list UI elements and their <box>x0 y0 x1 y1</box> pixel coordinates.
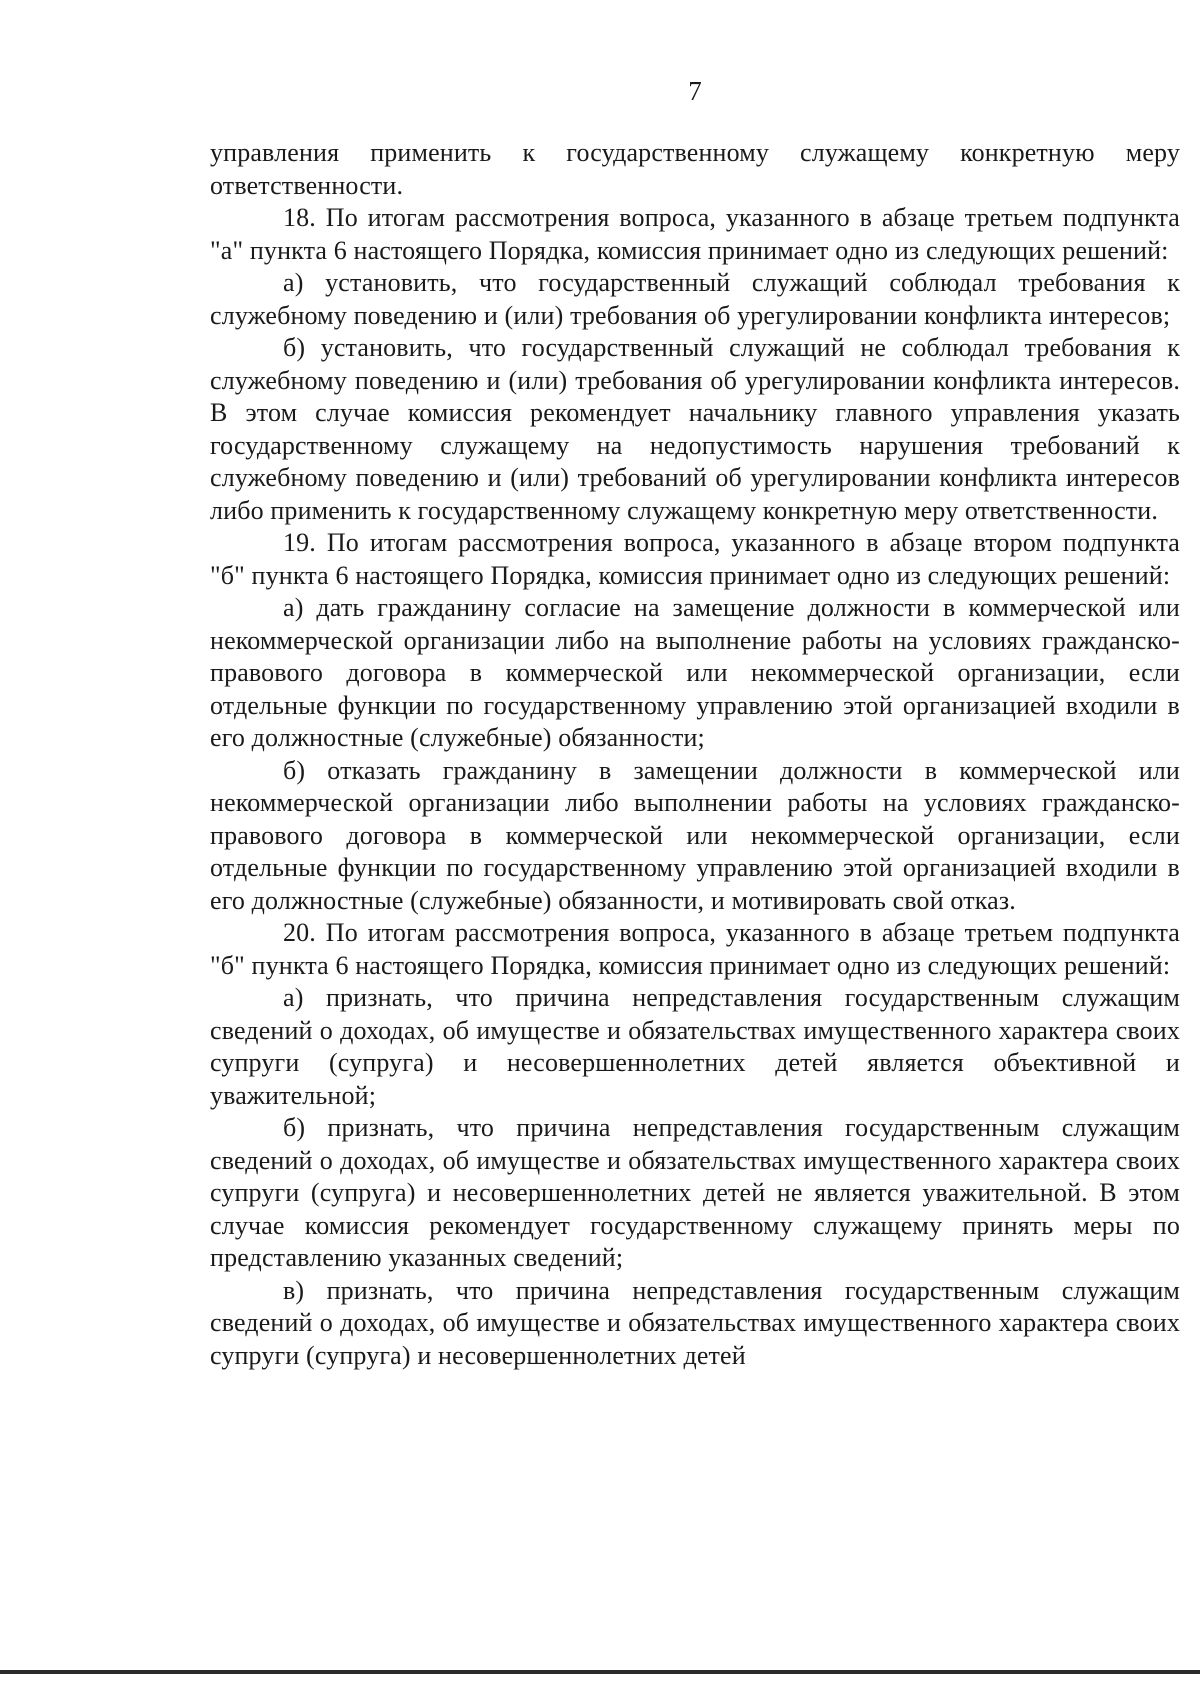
paragraph-item-20-v: в) признать, что причина непредставления государственным служащим сведений о доходах, об имуществе и обязательствах имущественного характера своих супруги (супруга) и несовершеннолетних детей <box>210 1275 1180 1370</box>
document-body <box>210 137 1180 1372</box>
paragraph-item-18-b: б) установить, что государственный служащий не соблюдал требования к служебному поведению и (или) требования об урегулировании конфликта интересов. В этом случае комиссия рекомендует начальнику главного управления указать государственному служащему на недопустимость нарушения требований к служебному поведению и (или) требований об урегулировании конфликта интересов либо применить к государственному служащему конкретную меру ответственности. <box>210 333 1180 525</box>
paragraph-item-19-a: а) дать гражданину согласие на замещение должности в коммерческой или некоммерческой организации либо на выполнение работы на условиях гражданско-правового договора в коммерческой или некоммерческой организации, если отдельные функции по государственному управлению этой организацией входили в его должностные (служебные) обязанности; <box>210 593 1180 752</box>
paragraph-item-19-b: б) отказать гражданину в замещении должности в коммерческой или некоммерческой организации либо выполнении работы на условиях гражданско-правового договора в коммерческой или некоммерческой организации, если отдельные функции по государственному управлению этой организацией входили в его должностные (служебные) обязанности, и мотивировать свой отказ. <box>210 755 1180 915</box>
paragraph-item-18-a: а) установить, что государственный служащий соблюдал требования к служебному поведению и (или) требования об урегулировании конфликта интересов; <box>210 268 1180 330</box>
paragraph-item-19: 19. По итогам рассмотрения вопроса, указанного в абзаце втором подпункта "б" пункта 6 настоящего Порядка, комиссия принимает одно из следующих решений: <box>210 528 1180 590</box>
scan-edge-divider <box>0 1670 1200 1674</box>
paragraph-item-18: 18. По итогам рассмотрения вопроса, указанного в абзаце третьем подпункта "а" пункта 6 настоящего Порядка, комиссия принимает одно из следующих решений: <box>210 203 1180 265</box>
paragraph-item-20-b: б) признать, что причина непредставления государственным служащим сведений о доходах, об имуществе и обязательствах имущественного характера своих супруги (супруга) и несовершеннолетних детей не является уважительной. В этом случае комиссия рекомендует государственному служащему принять меры по представлению указанных сведений; <box>210 1113 1180 1272</box>
paragraph-continuation: управления применить к государственному служащему конкретную меру ответственности. <box>210 138 1180 200</box>
paragraph-item-20-a: а) признать, что причина непредставления государственным служащим сведений о доходах, об имуществе и обязательствах имущественного характера своих супруги (супруга) и несовершеннолетних детей является объективной и уважительной; <box>210 983 1180 1110</box>
page-number: 7 <box>688 76 702 106</box>
paragraph-item-20: 20. По итогам рассмотрения вопроса, указанного в абзаце третьем подпункта "б" пункта 6 настоящего Порядка, комиссия принимает одно из следующих решений: <box>210 918 1180 980</box>
